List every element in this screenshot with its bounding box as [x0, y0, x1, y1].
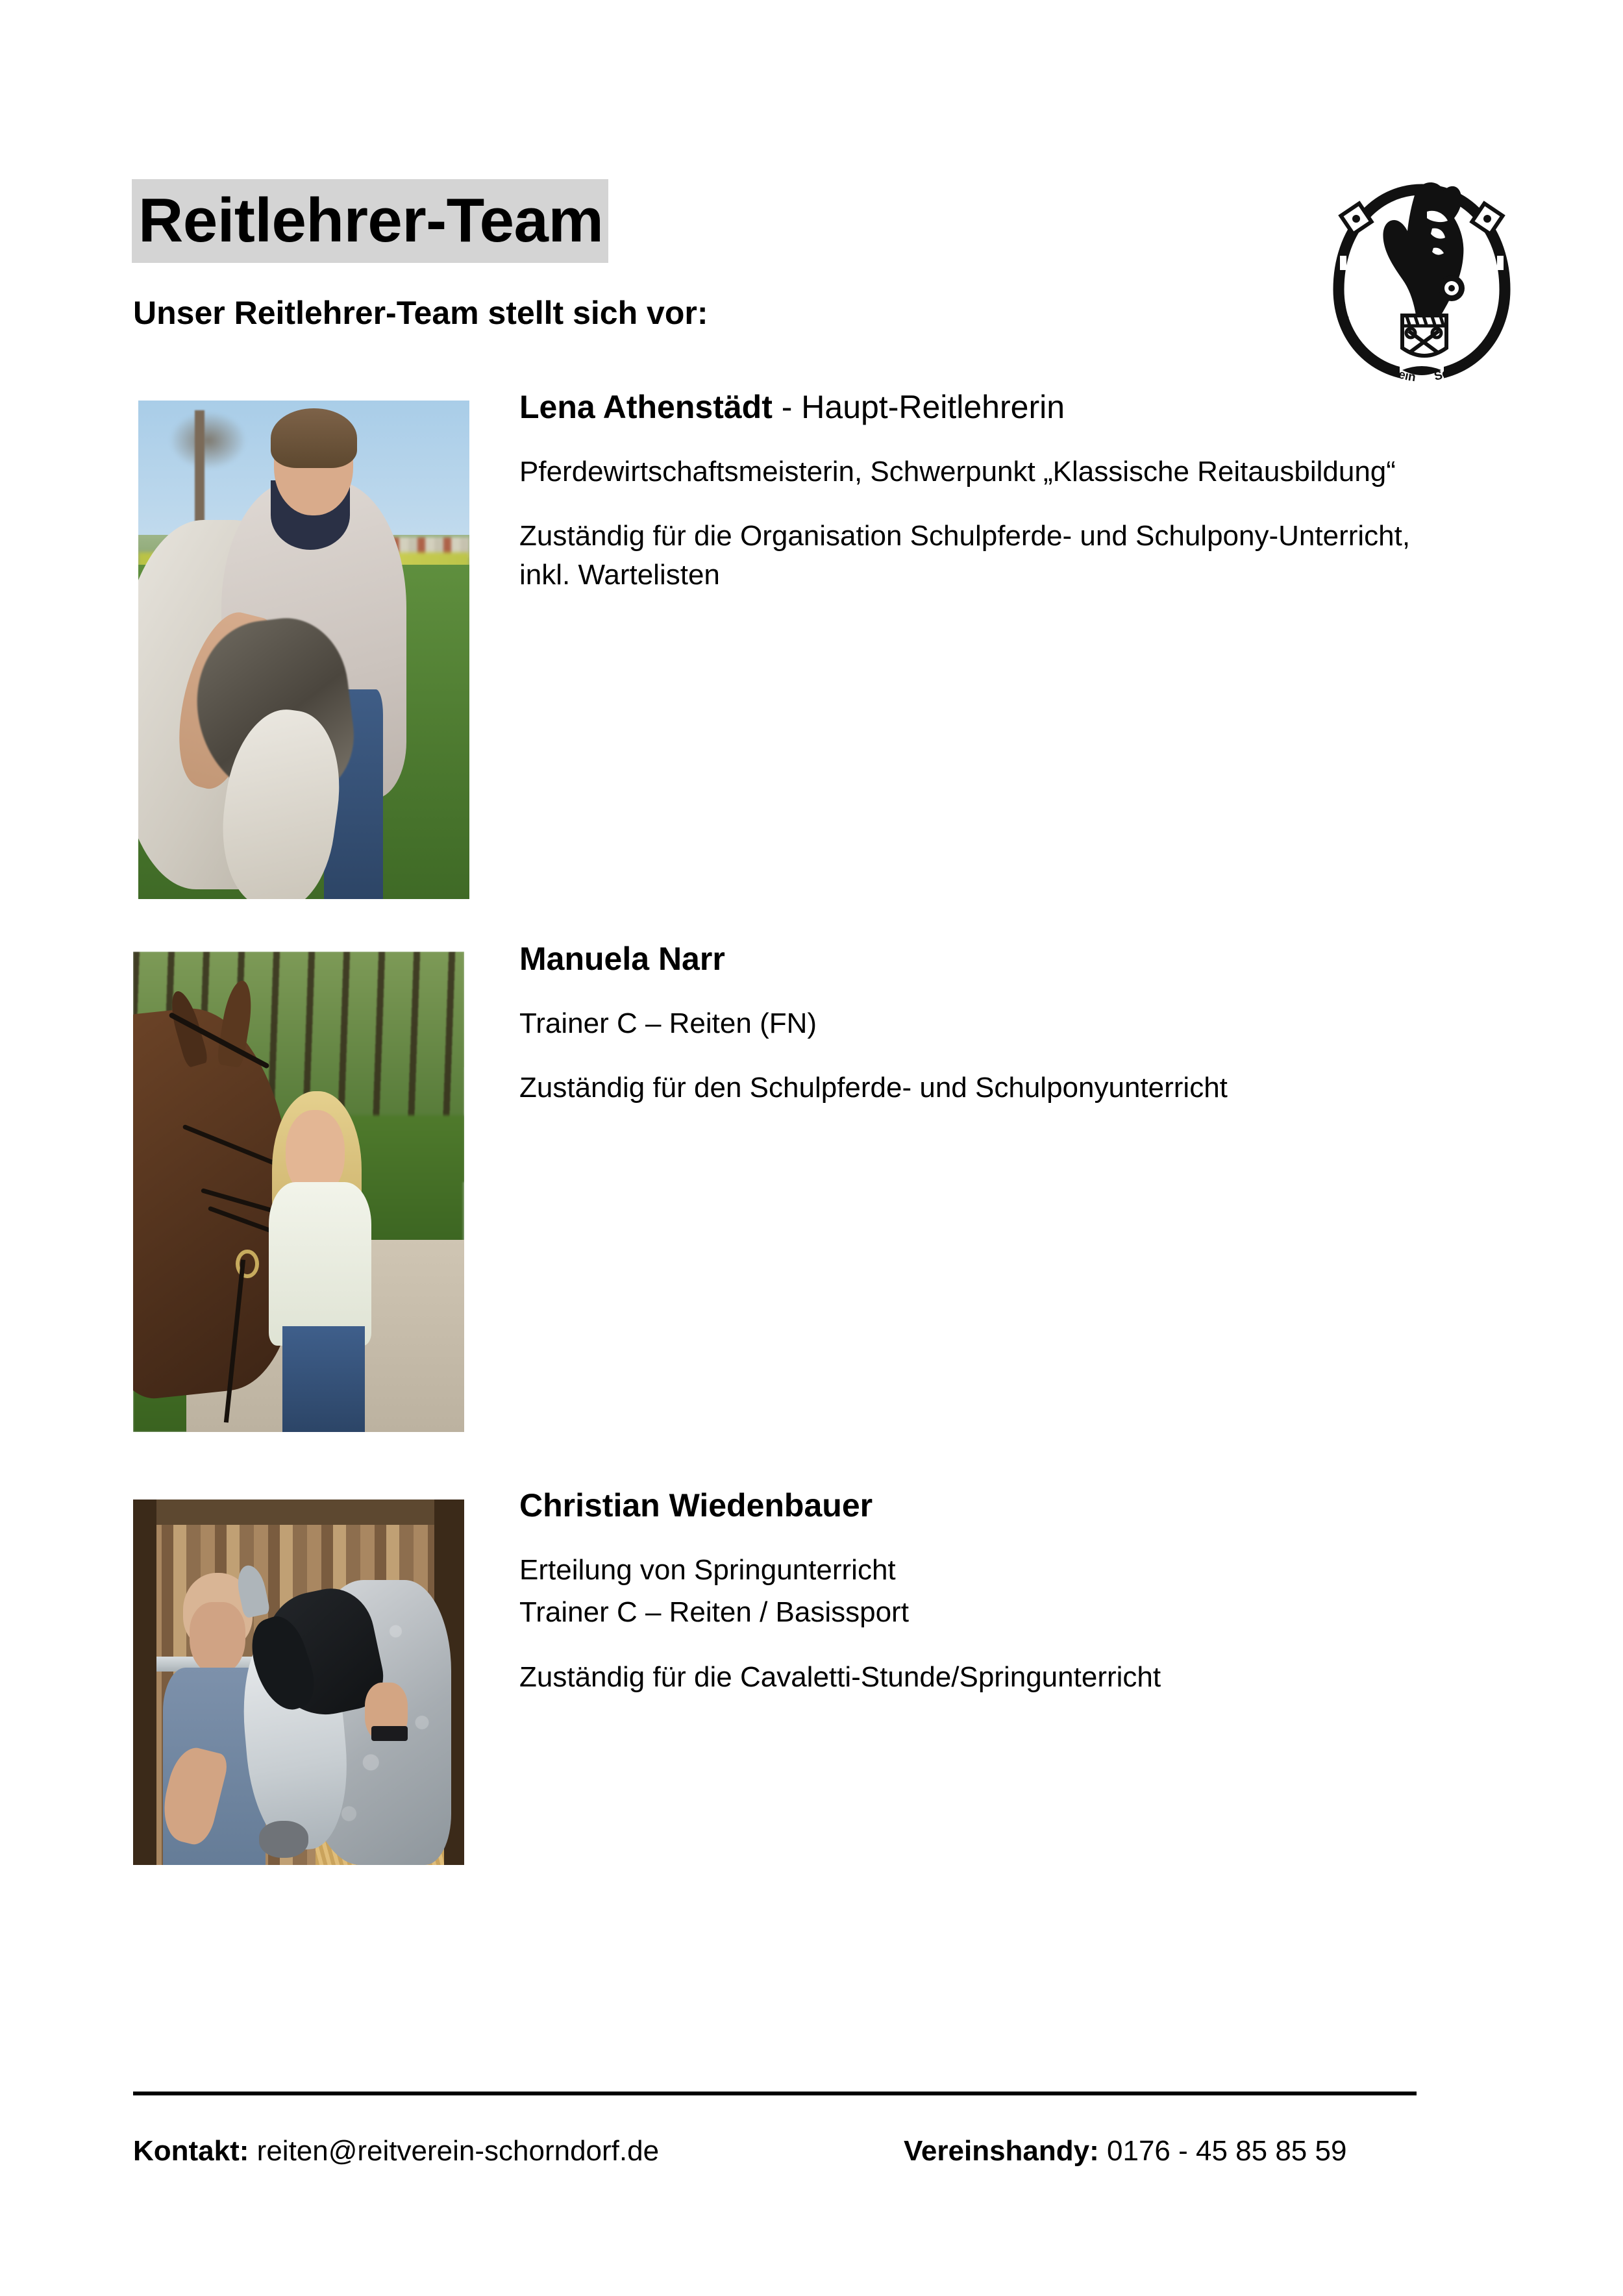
horse-head-icon	[1383, 182, 1465, 327]
person-photo	[138, 401, 469, 899]
footer-divider	[133, 2092, 1417, 2095]
person-paragraph: Trainer C – Reiten / Basissport	[519, 1596, 909, 1629]
logo-arc-text-left: Reit- und Fahrverein	[1333, 301, 1417, 385]
person-name: Lena Athenstädt - Haupt-Reitlehrerin	[519, 389, 1065, 425]
person-text-block	[519, 1487, 1461, 1696]
person-paragraph: Zuständig für die Organisation Schulpferde- und Schulpony-Unterricht, inkl. Wartelisten	[519, 520, 1411, 591]
phone-info	[904, 2134, 1346, 2169]
person-paragraph: Pferdewirtschaftsmeisterin, Schwerpunkt „Klassische Reitausbildung“	[519, 456, 1396, 488]
person-paragraph: Zuständig für den Schulpferde- und Schulponyunterricht	[519, 1072, 1228, 1104]
person-paragraph: Zuständig für die Cavaletti-Stunde/Springunterricht	[519, 1660, 1161, 1693]
phone-number[interactable]: 0176 - 45 85 85 59	[1107, 2135, 1347, 2167]
page-subtitle: Unser Reitlehrer-Team stellt sich vor:	[133, 295, 708, 331]
contact-info	[133, 2134, 659, 2169]
contact-email[interactable]: reiten@reitverein-schorndorf.de	[256, 2135, 660, 2167]
page-title-container	[132, 179, 608, 263]
person-paragraph: Trainer C – Reiten (FN)	[519, 1007, 817, 1039]
page-title: Reitlehrer-Team	[132, 179, 608, 263]
person-name: Manuela Narr	[519, 941, 725, 977]
person-text-block	[519, 940, 1461, 1107]
person-photo	[133, 1500, 464, 1865]
person-paragraph: Erteilung von Springunterricht	[519, 1554, 896, 1586]
phone-label: Vereinshandy:	[904, 2135, 1099, 2167]
logo-arc-text-right: Schorndorf e.V.	[1433, 321, 1505, 384]
person-name: Christian Wiedenbauer	[519, 1487, 873, 1524]
person-role: - Haupt-Reitlehrerin	[772, 389, 1065, 425]
person-text-block	[519, 388, 1461, 594]
club-logo	[1305, 161, 1539, 395]
contact-label: Kontakt:	[133, 2135, 249, 2167]
town-crest-icon	[1402, 315, 1446, 356]
person-photo	[133, 952, 464, 1432]
